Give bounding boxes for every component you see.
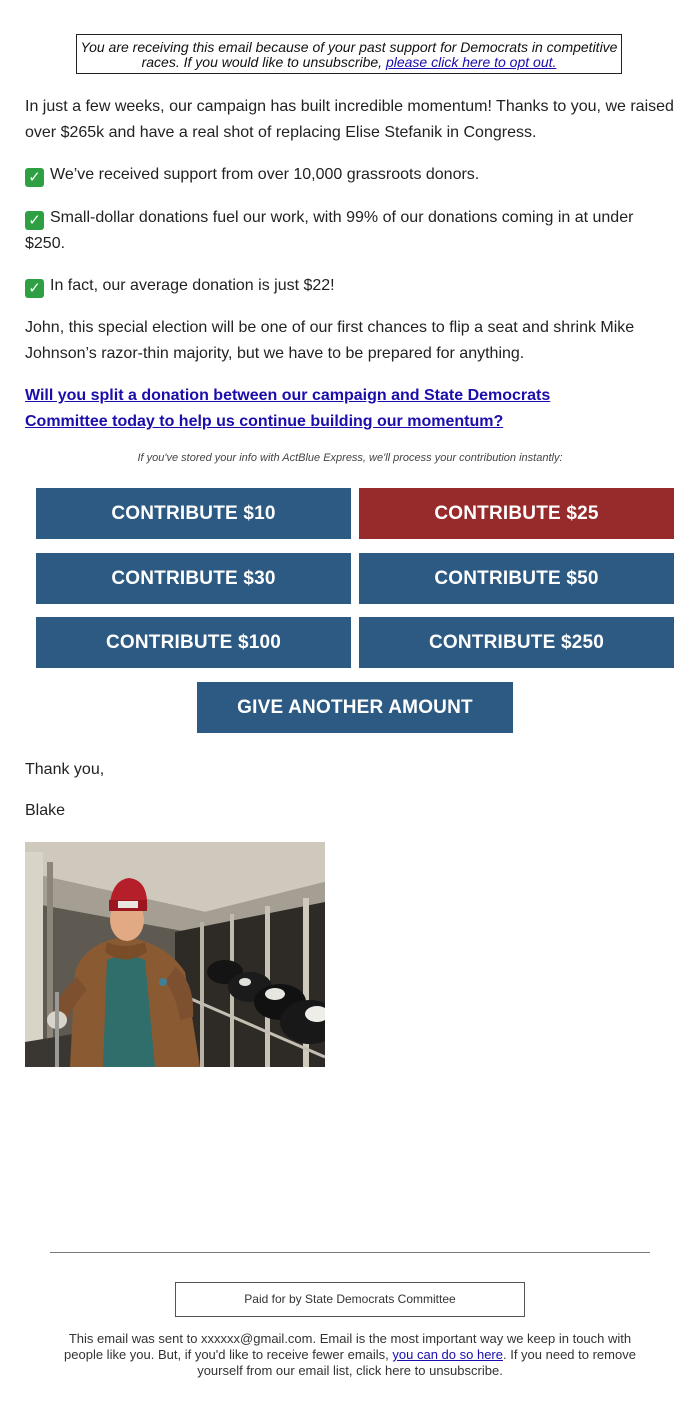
footer-divider xyxy=(50,1252,650,1253)
bullet-item xyxy=(25,162,677,188)
check-mark-icon: ✓ xyxy=(25,168,44,187)
opt-out-link[interactable]: please click here to opt out. xyxy=(385,54,557,70)
check-mark-icon: ✓ xyxy=(25,211,44,230)
thanks-text: Thank you, xyxy=(25,761,105,778)
contribute-10-button[interactable]: CONTRIBUTE $10 xyxy=(36,488,351,539)
candidate-photo xyxy=(25,842,325,1067)
contribute-30-button[interactable]: CONTRIBUTE $30 xyxy=(36,553,351,604)
fewer-emails-link[interactable]: you can do so here xyxy=(392,1347,503,1362)
bullet-item xyxy=(25,273,677,299)
unsubscribe-notice xyxy=(76,34,622,74)
footer-text-part-2: . If you need to remove yourself from our email list, click here to unsubscribe. xyxy=(197,1347,636,1378)
contribute-100-button[interactable]: CONTRIBUTE $100 xyxy=(36,617,351,668)
paid-for-disclaimer: Paid for by State Democrats Committee xyxy=(175,1282,525,1317)
actblue-express-note: If you've stored your info with ActBlue Express, we'll process your contribution instantly: xyxy=(137,452,563,464)
contribute-50-button[interactable]: CONTRIBUTE $50 xyxy=(359,553,674,604)
intro-paragraph: In just a few weeks, our campaign has built incredible momentum! Thanks to you, we raised over $265k and have a real shot of replacing Elise Stefanik in Congress. xyxy=(25,98,674,141)
bullet-text: In fact, our average donation is just $22! xyxy=(50,277,335,294)
bullet-text: We’ve received support from over 10,000 grassroots donors. xyxy=(50,166,480,183)
contribute-250-button[interactable]: CONTRIBUTE $250 xyxy=(359,617,674,668)
bullet-text: Small-dollar donations fuel our work, with 99% of our donations coming in at under $250. xyxy=(25,209,634,252)
signature-name: Blake xyxy=(25,802,66,819)
contribute-25-button[interactable]: CONTRIBUTE $25 xyxy=(359,488,674,539)
donation-cta-link[interactable]: Will you split a donation between our campaign and State Democrats Committee today to help us continue building our momentum? xyxy=(25,387,551,430)
give-another-amount-button[interactable]: GIVE ANOTHER AMOUNT xyxy=(197,682,513,733)
footer-text xyxy=(50,1331,650,1379)
notice-text: You are receiving this email because of your past support for Democrats in competitive races. If you would like to unsubscribe, xyxy=(80,39,618,70)
footer-text-part-1: This email was sent to xxxxxx@gmail.com. Email is the most important way we keep in touch with people like you. But, if you'd like to receive fewer emails, xyxy=(64,1331,632,1362)
check-mark-icon: ✓ xyxy=(25,279,44,298)
closing-paragraph: John, this special election will be one of our first chances to flip a seat and shrink Mike Johnson’s razor-thin majority, but we have to be prepared for anything. xyxy=(25,319,635,362)
bullet-item xyxy=(25,205,677,257)
